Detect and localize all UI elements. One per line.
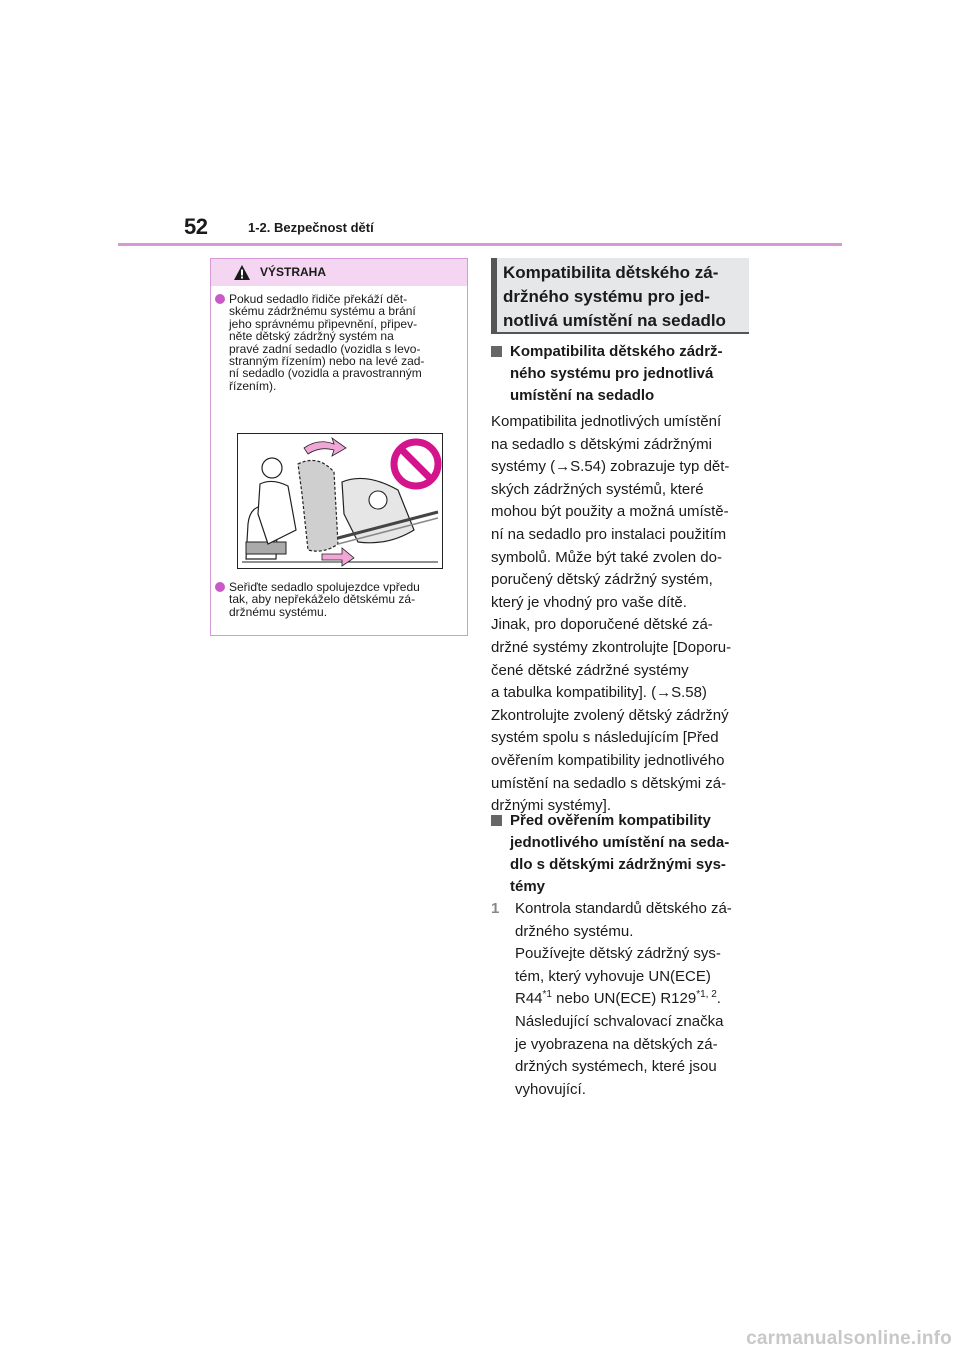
sub-heading-text: Kompatibilita dětského zádrž- ného systému pro jednotlivá umístění na sedadlo [510, 343, 723, 404]
warning-item-text: Pokud sedadlo řidiče překáží dět- skému zádržnému systému a brání jeho správnému připevnění, připev- něte dětský zádržný systém na pravé zadní sedadlo (vozidla s levo- stranným řízením) nebo na levé zad- ní sedadlo (vozidla a pravostranným řízením). [229, 292, 425, 393]
warning-item-1 [215, 293, 463, 392]
warning-box [210, 258, 468, 636]
page-number: 52 [184, 214, 208, 239]
step-text-part: nebo UN(ECE) R129 [551, 990, 697, 1008]
step-text [515, 898, 753, 1101]
step-text-part: . [716, 990, 721, 1008]
square-bullet-icon [491, 346, 502, 357]
step-number: 1 [491, 900, 500, 917]
section-heading: Kompatibilita dětského zá- držného systému pro jed- notlivá umístění na sedadlo [503, 263, 726, 330]
warning-triangle-icon [233, 264, 251, 281]
warning-item-text: Seřiďte sedadlo spolujezdce vpředu tak, aby nepřekáželo dětskému zá- držnému systému. [229, 580, 420, 619]
warning-title: VÝSTRAHA [260, 265, 327, 279]
step-text-part: Kontrola standardů dětského zá- držného systému. Používejte dětský zádržný sys- tém, který vyhovuje UN(ECE) [515, 900, 732, 985]
sub-heading-before-check [491, 810, 751, 898]
square-bullet-icon [491, 815, 502, 826]
step-1 [491, 898, 753, 1101]
step-text-part: Následující schvalovací značka je vyobrazena na dětských zá- držných systémech, které jsou vyhovující. [515, 1012, 724, 1098]
bullet-icon [215, 582, 225, 592]
footnote-mark: *1 [542, 989, 552, 1001]
warning-header [211, 259, 467, 286]
section-title: 1-2. Bezpečnost dětí [248, 220, 374, 235]
sub-heading-text: Před ověřením kompatibility jednotlivého umístění na seda- dlo s dětskými zádržnými sys- témy [510, 812, 730, 895]
section-heading-box [491, 258, 749, 334]
warning-item-2 [215, 581, 463, 618]
step-text-r44: R44 [515, 990, 543, 1008]
footnote-mark: *1, 2 [696, 989, 717, 1001]
sub-heading-compatibility [491, 341, 751, 407]
illustration [237, 433, 443, 569]
watermark: carmanualsonline.info [746, 1328, 952, 1349]
header-rule [118, 243, 842, 246]
body-paragraph: Kompatibilita jednotlivých umístění na sedadlo s dětskými zádržnými systémy (→S.54) zobrazuje typ dět- ských zádržných systémů, které mohou být použity a možná umístě- ní na sedadlo pro instalaci použitím symbolů. Může být také zvolen do- poručený dětský zádržný systém, který je vhodný pro vaše dítě. Jinak, pro doporučené dětské zá- držné systémy zkontrolujte [Doporu- čené dětské zádržné systémy a tabulka kompatibility]. (→S.58) Zkontrolujte zvolený dětský zádržný systém spolu s následujícím [Před ověřením kompatibility jednotlivého umístění na sedadlo s dětskými zá- držnými systémy]. [491, 413, 732, 815]
seat-illustration [238, 434, 442, 568]
bullet-icon [215, 294, 225, 304]
